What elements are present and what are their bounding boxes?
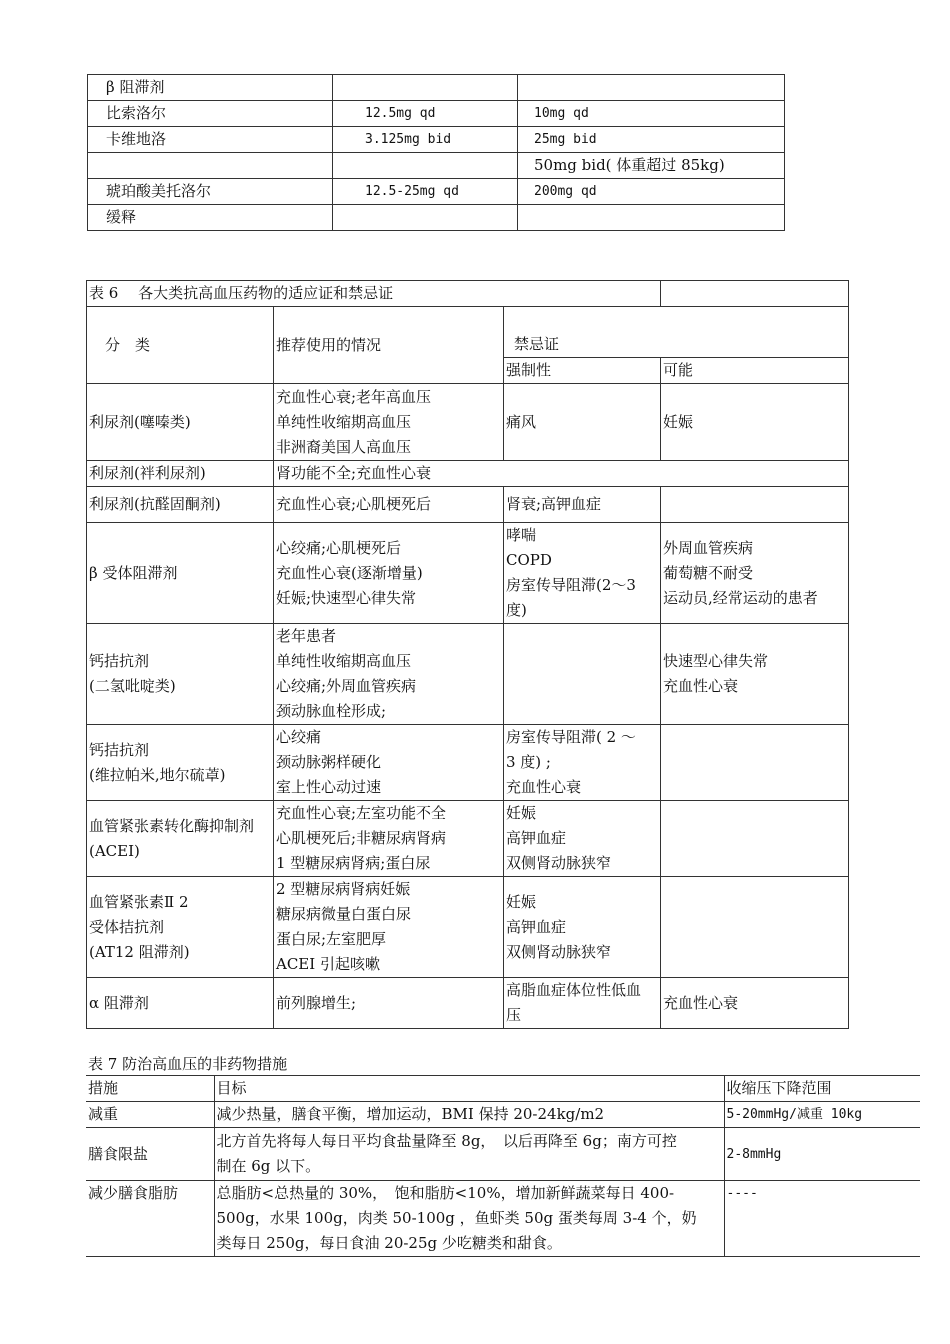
table-row bbox=[86, 1102, 920, 1128]
drug-cell: 比索洛尔 bbox=[88, 101, 333, 127]
indications-table bbox=[86, 280, 849, 1029]
possible-cell bbox=[661, 877, 849, 978]
header-category: 分 类 bbox=[87, 307, 274, 384]
table-row bbox=[87, 877, 849, 978]
recommended-cell: 前列腺增生; bbox=[274, 978, 504, 1029]
table-row bbox=[88, 101, 785, 127]
drug-cell: 缓释 bbox=[88, 205, 333, 231]
category-cell: α 阻滞剂 bbox=[87, 978, 274, 1029]
mandatory-cell: 痛风 bbox=[504, 384, 661, 461]
mandatory-cell: 妊娠 高钾血症 双侧肾动脉狭窄 bbox=[504, 801, 661, 877]
table-title-row bbox=[87, 281, 849, 307]
table-row bbox=[88, 179, 785, 205]
table-row bbox=[86, 1128, 920, 1181]
table-header-row bbox=[87, 307, 849, 358]
drug-cell bbox=[88, 153, 333, 179]
start-dose-cell bbox=[333, 75, 518, 101]
header-recommended: 推荐使用的情况 bbox=[274, 307, 504, 384]
reduction-cell: ---- bbox=[724, 1181, 920, 1257]
recommended-cell: 肾功能不全;充血性心衰 bbox=[274, 461, 849, 487]
table-row bbox=[88, 127, 785, 153]
start-dose-cell bbox=[333, 153, 518, 179]
nondrug-measures-table bbox=[86, 1075, 920, 1257]
table-title: 表 6 各大类抗高血压药物的适应证和禁忌证 bbox=[87, 281, 661, 307]
table-row bbox=[88, 205, 785, 231]
mandatory-cell: 高脂血症体位性低血 压 bbox=[504, 978, 661, 1029]
recommended-cell: 心绞痛 颈动脉粥样硬化 室上性心动过速 bbox=[274, 725, 504, 801]
header-goal: 目标 bbox=[214, 1076, 724, 1102]
possible-cell bbox=[661, 487, 849, 523]
possible-cell bbox=[661, 801, 849, 877]
possible-cell: 外周血管疾病 葡萄糖不耐受 运动员,经常运动的患者 bbox=[661, 523, 849, 624]
table-row bbox=[86, 1181, 920, 1257]
recommended-cell: 充血性心衰;老年高血压 单纯性收缩期高血压 非洲裔美国人高血压 bbox=[274, 384, 504, 461]
drug-cell: 琥珀酸美托洛尔 bbox=[88, 179, 333, 205]
drug-cell: β 阻滞剂 bbox=[88, 75, 333, 101]
category-cell: 利尿剂(抗醛固酮剂) bbox=[87, 487, 274, 523]
target-dose-cell: 200mg qd bbox=[518, 179, 785, 205]
possible-cell bbox=[661, 725, 849, 801]
table-header-row bbox=[86, 1076, 920, 1102]
possible-cell: 充血性心衰 bbox=[661, 978, 849, 1029]
target-dose-cell: 25mg bid bbox=[518, 127, 785, 153]
mandatory-cell: 肾衰;高钾血症 bbox=[504, 487, 661, 523]
header-mandatory: 强制性 bbox=[504, 358, 661, 384]
table-row bbox=[87, 801, 849, 877]
header-measure: 措施 bbox=[86, 1076, 214, 1102]
table-row bbox=[87, 461, 849, 487]
goal-cell: 北方首先将每人每日平均食盐量降至 8g， 以后再降至 6g；南方可控 制在 6g 以下。 bbox=[214, 1128, 724, 1181]
category-cell: 利尿剂(噻嗪类) bbox=[87, 384, 274, 461]
mandatory-cell: 哮喘 COPD 房室传导阻滞(2～3 度) bbox=[504, 523, 661, 624]
drug-cell: 卡维地洛 bbox=[88, 127, 333, 153]
start-dose-cell: 12.5mg qd bbox=[333, 101, 518, 127]
reduction-cell: 5-20mmHg/减重 10kg bbox=[724, 1102, 920, 1128]
category-cell: 血管紧张素转化酶抑制剂 (ACEI) bbox=[87, 801, 274, 877]
table-row bbox=[87, 384, 849, 461]
table-row bbox=[87, 487, 849, 523]
table-row bbox=[87, 978, 849, 1029]
table7-caption: 表 7 防治高血压的非药物措施 bbox=[88, 1055, 288, 1073]
category-cell: β 受体阻滞剂 bbox=[87, 523, 274, 624]
target-dose-cell bbox=[518, 75, 785, 101]
table-row bbox=[88, 153, 785, 179]
header-possible: 可能 bbox=[661, 358, 849, 384]
target-dose-cell bbox=[518, 205, 785, 231]
target-dose-cell: 10mg qd bbox=[518, 101, 785, 127]
category-cell: 利尿剂(袢利尿剂) bbox=[87, 461, 274, 487]
reduction-cell: 2-8mmHg bbox=[724, 1128, 920, 1181]
mandatory-cell: 妊娠 高钾血症 双侧肾动脉狭窄 bbox=[504, 877, 661, 978]
category-cell: 钙拮抗剂 (二氢吡啶类) bbox=[87, 624, 274, 725]
mandatory-cell bbox=[504, 624, 661, 725]
measure-cell: 减重 bbox=[86, 1102, 214, 1128]
target-dose-cell: 50mg bid( 体重超过 85kg) bbox=[518, 153, 785, 179]
recommended-cell: 充血性心衰;心肌梗死后 bbox=[274, 487, 504, 523]
recommended-cell: 2 型糖尿病肾病妊娠 糖尿病微量白蛋白尿 蛋白尿;左室肥厚 ACEI 引起咳嗽 bbox=[274, 877, 504, 978]
start-dose-cell: 12.5-25mg qd bbox=[333, 179, 518, 205]
recommended-cell: 充血性心衰;左室功能不全 心肌梗死后;非糖尿病肾病 1 型糖尿病肾病;蛋白尿 bbox=[274, 801, 504, 877]
empty-cell bbox=[661, 281, 849, 307]
dosage-table bbox=[87, 74, 785, 231]
measure-cell: 减少膳食脂肪 bbox=[86, 1181, 214, 1257]
header-contraindication: 禁忌证 bbox=[504, 307, 849, 358]
recommended-cell: 心绞痛;心肌梗死后 充血性心衰(逐渐增量) 妊娠;快速型心律失常 bbox=[274, 523, 504, 624]
table-row bbox=[87, 624, 849, 725]
category-cell: 钙拮抗剂 (维拉帕米,地尔硫䓬) bbox=[87, 725, 274, 801]
recommended-cell: 老年患者 单纯性收缩期高血压 心绞痛;外周血管疾病 颈动脉血栓形成; bbox=[274, 624, 504, 725]
mandatory-cell: 房室传导阻滞( 2 ～ 3 度) ; 充血性心衰 bbox=[504, 725, 661, 801]
goal-cell: 减少热量，膳食平衡，增加运动，BMI 保持 20-24kg/m2 bbox=[214, 1102, 724, 1128]
goal-cell: 总脂肪<总热量的 30%， 饱和脂肪<10%，增加新鲜蔬菜每日 400- 500g，水果 100g，肉类 50-100g ，鱼虾类 50g 蛋类每周 3-4 个，奶 类每日 250g，每日食油 20-25g 少吃糖类和甜食。 bbox=[214, 1181, 724, 1257]
table-row bbox=[87, 523, 849, 624]
possible-cell: 妊娠 bbox=[661, 384, 849, 461]
start-dose-cell bbox=[333, 205, 518, 231]
possible-cell: 快速型心律失常 充血性心衰 bbox=[661, 624, 849, 725]
category-cell: 血管紧张素Ⅱ 2 受体拮抗剂 (AT12 阻滞剂) bbox=[87, 877, 274, 978]
table-row bbox=[87, 725, 849, 801]
table-row bbox=[88, 75, 785, 101]
header-reduction: 收缩压下降范围 bbox=[724, 1076, 920, 1102]
start-dose-cell: 3.125mg bid bbox=[333, 127, 518, 153]
measure-cell: 膳食限盐 bbox=[86, 1128, 214, 1181]
